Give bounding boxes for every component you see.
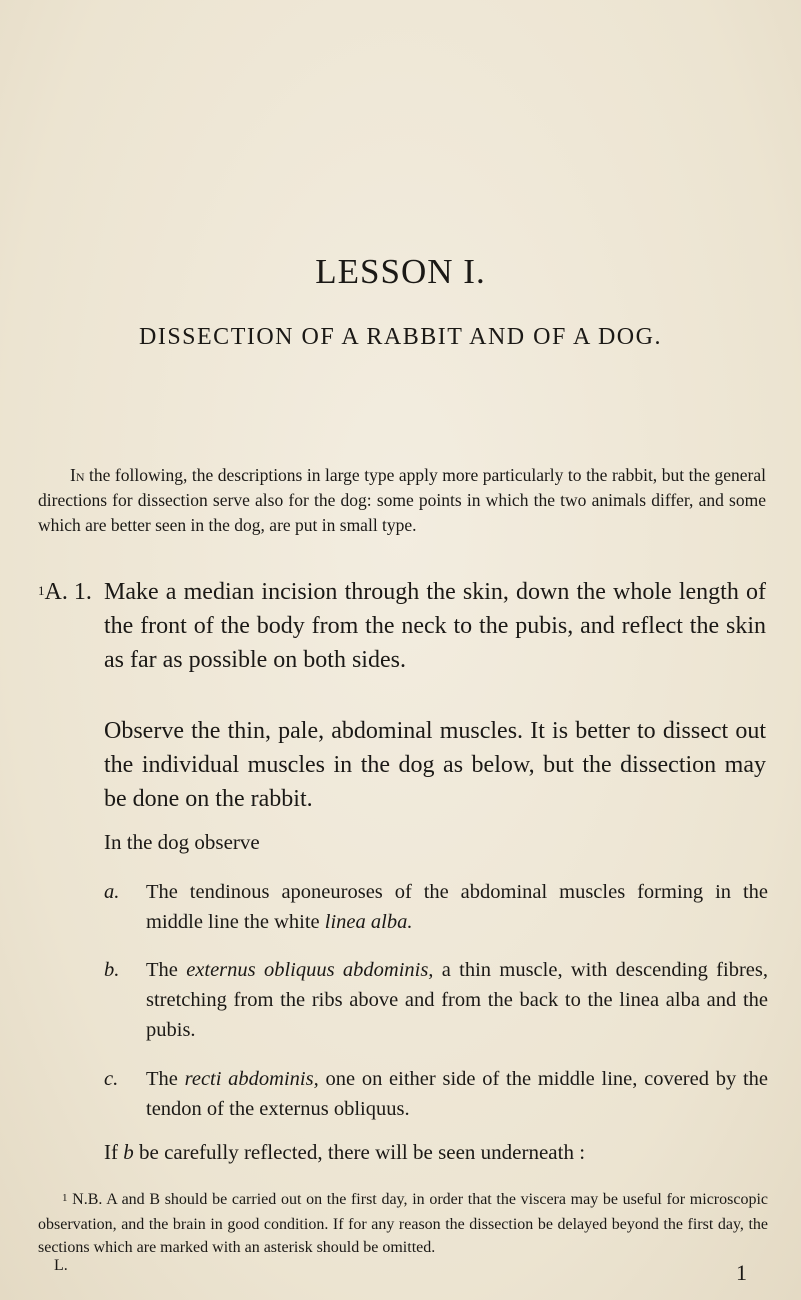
item-text-part: The (146, 1068, 185, 1090)
in-dog-heading: In the dog observe (104, 830, 260, 854)
item-text-part: one on either side of the middle line, covered by the tendon of the externus obliquus. (146, 1068, 769, 1120)
item-letter: c. (104, 1068, 119, 1090)
list-item-c (104, 1064, 768, 1126)
intro-first-word: In (70, 465, 85, 485)
section-a1-text: Make a median incision through the skin, down the whole length of the front of the body from the neck to the pubis, and reflect the skin as far as possible on both sides. (104, 579, 766, 673)
item-italic-term: linea alba. (324, 911, 413, 933)
if-b-text: be carefully reflected, there will be seen underneath : (133, 1140, 586, 1164)
item-text (146, 877, 768, 937)
if-b-text: If (104, 1140, 124, 1164)
signature-mark: L. (54, 1257, 68, 1274)
observe-paragraph: Observe the thin, pale, abdominal muscles. It is better to dissect out the individual muscles in the dog as below, but the dissection may be done on the rabbit. (104, 718, 766, 812)
item-italic-term: recti abdominis, (184, 1068, 319, 1090)
item-text-part: The tendinous aponeuroses of the abdominal muscles forming in the middle line the white (146, 881, 768, 933)
chapter-title: DISSECTION OF A RABBIT AND OF A DOG. (139, 324, 662, 350)
list-item-a (104, 877, 768, 939)
footnote (38, 1188, 768, 1259)
lesson-heading: LESSON I. (315, 252, 486, 291)
section-label: A. 1. (44, 579, 92, 605)
if-b-line (104, 1140, 768, 1165)
item-text (146, 1064, 768, 1124)
item-letter: b. (104, 959, 120, 981)
item-text-part: The (146, 959, 187, 981)
item-letter: a. (104, 881, 120, 903)
item-italic-term: externus obliquus abdominis, (186, 959, 434, 981)
if-b-italic: b (123, 1140, 134, 1164)
footnote-marker: 1 (62, 1192, 68, 1204)
footnote-marker-ref: 1 (38, 583, 45, 598)
page-number: 1 (736, 1260, 747, 1285)
list-item-b (104, 955, 768, 1047)
footnote-text: N.B. A and B should be carried out on the first day, in order that the viscera may be useful for microscopic observation, and the brain in good condition. If for any reason the dissection be delayed beyond the first day, the sections which are marked with an asterisk should be omitted. (38, 1191, 768, 1256)
intro-paragraph (38, 463, 766, 538)
item-text-part: a thin muscle, with descending fibres, stretching from the ribs above and from the back to the linea alba and the pubis. (146, 959, 768, 1041)
intro-text: the following, the descriptions in large type apply more particularly to the rabbit, but the general directions for dissection serve also for the dog: some points in which the two animals differ, and some which are better seen in the dog, are put in small type. (38, 465, 766, 535)
item-text (146, 955, 768, 1045)
